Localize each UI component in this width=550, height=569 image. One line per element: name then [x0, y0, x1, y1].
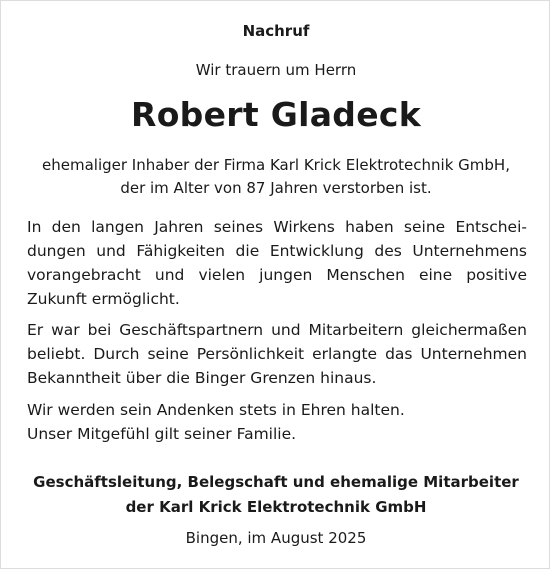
deceased-role	[1, 154, 550, 200]
paragraph-condolence	[27, 398, 527, 446]
notice-intro: Wir trauern um Herrn	[195, 61, 357, 79]
condolence-line-1: Wir werden sein Andenken stets in Ehren halten.	[27, 401, 405, 419]
signature	[1, 470, 550, 520]
paragraph-achievements: In den langen Jahren seines Wirkens haben seine Entscheidungen und Fähigkeiten die Entwicklung des Unternehmens vorangebracht und vielen jungen Menschen eine positive Zukunft ermöglicht.	[27, 218, 527, 308]
signature-line-2: der Karl Krick Elektrotechnik GmbH	[125, 498, 427, 516]
paragraph-reputation: Er war bei Geschäftspartnern und Mitarbeitern gleichermaßen beliebt. Durch seine Persönlichkeit erlangte das Unternehmen Bekanntheit über die Binger Grenzen hinaus.	[27, 321, 527, 387]
role-line-2: der im Alter von 87 Jahren verstorben ist.	[120, 179, 432, 197]
place-date: Bingen, im August 2025	[185, 529, 367, 547]
role-line-1: ehemaliger Inhaber der Firma Karl Krick Elektrotechnik GmbH,	[42, 156, 510, 174]
deceased-name: Robert Gladeck	[130, 95, 421, 134]
signature-line-1: Geschäftsleitung, Belegschaft und ehemalige Mitarbeiter	[33, 473, 519, 491]
condolence-line-2: Unser Mitgefühl gilt seiner Familie.	[27, 425, 297, 443]
notice-heading: Nachruf	[242, 22, 310, 40]
